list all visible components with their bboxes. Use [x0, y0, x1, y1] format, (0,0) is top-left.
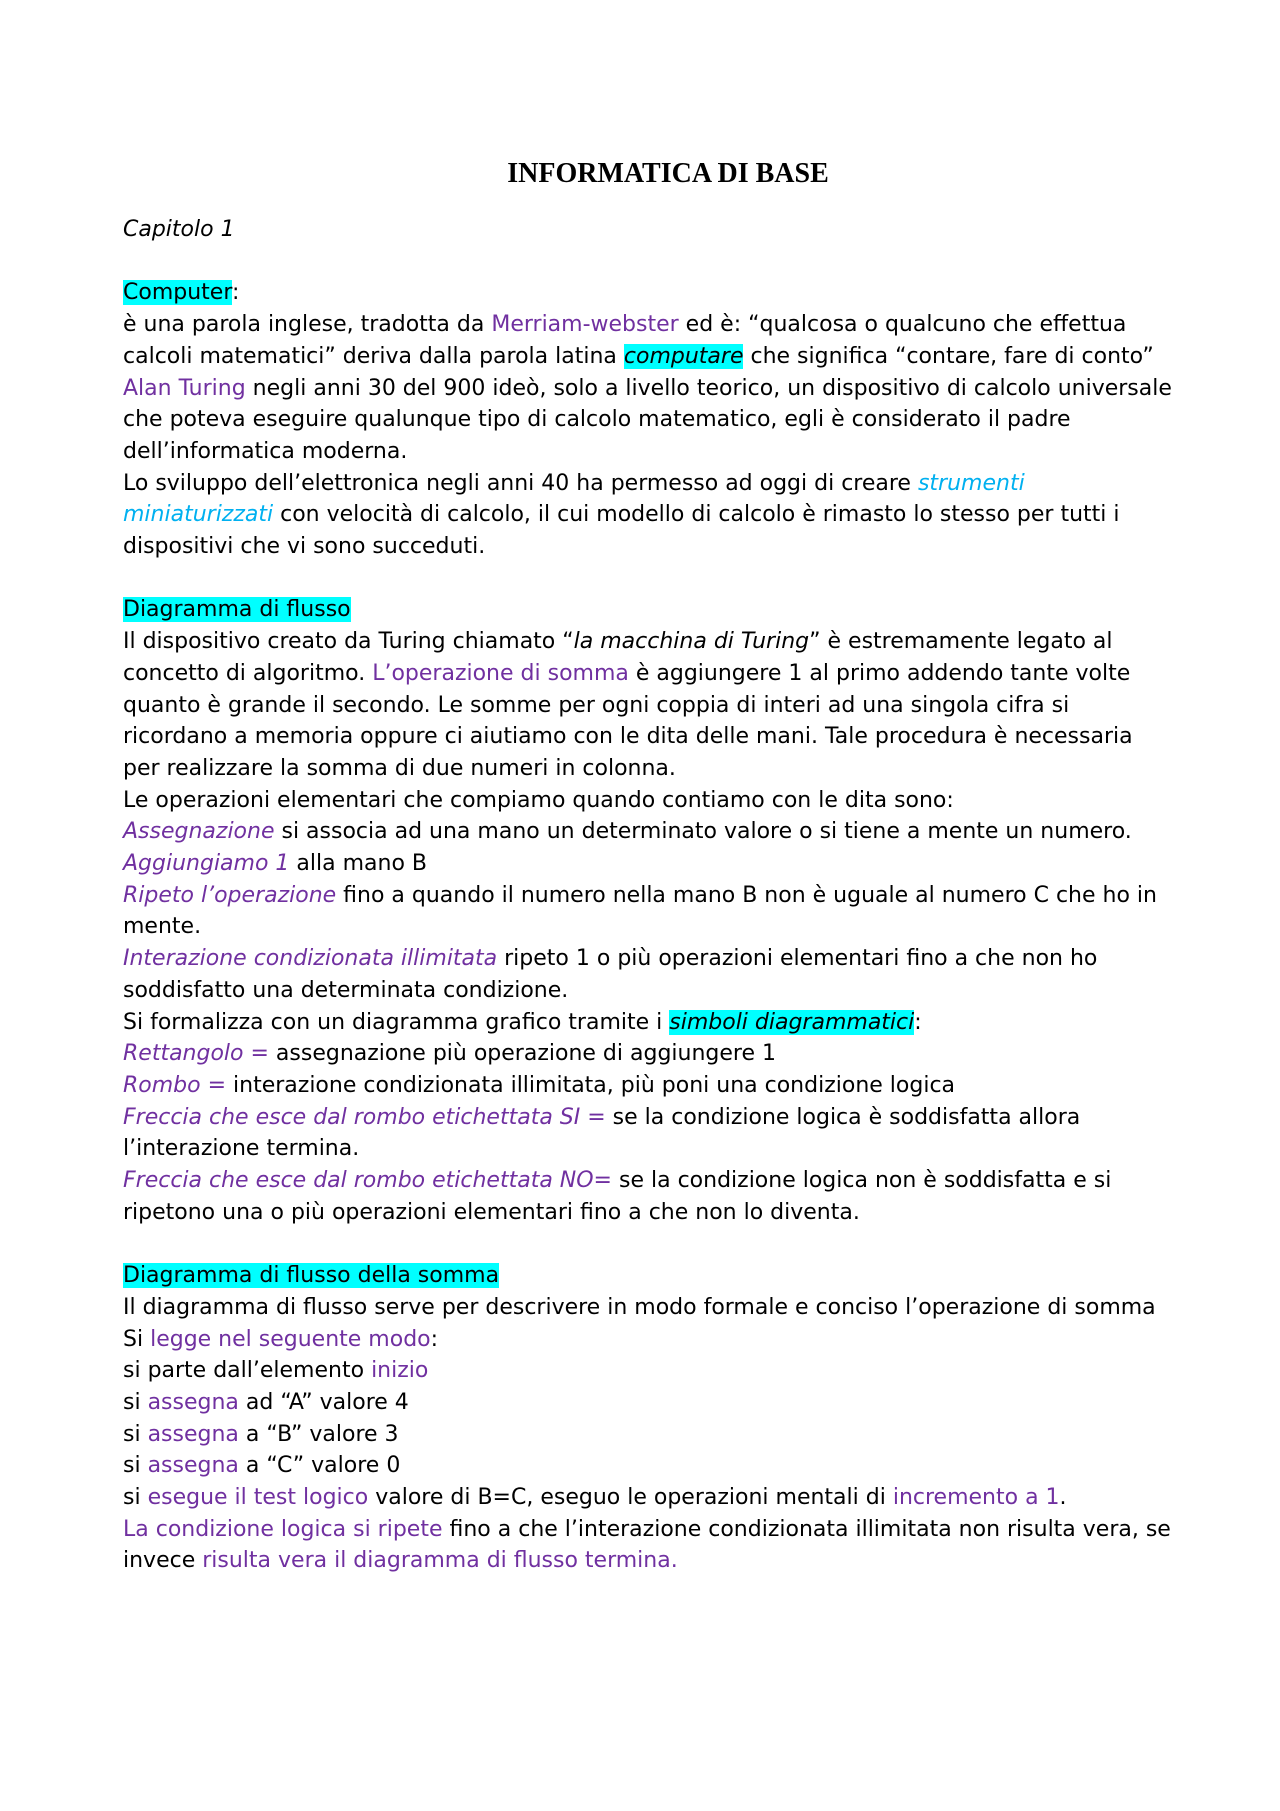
highlight-term: La condizione logica si ripete	[123, 1516, 443, 1542]
paragraph: Interazione condizionata illimitata ripeto 1 o più operazioni elementari fino a che non ho soddisfatto una determinata condizione.	[123, 946, 1098, 1003]
highlight-term: Freccia che esce dal rombo etichettata NO=	[123, 1168, 612, 1194]
highlight-term: simboli diagrammatici	[669, 1009, 915, 1035]
paragraph: Si formalizza con un diagramma grafico tramite i simboli diagrammatici:	[123, 1009, 922, 1035]
paragraph: La condizione logica si ripete fino a che l’interazione condizionata illimitata non risulta vera, se invece risulta vera il diagramma di flusso termina.	[123, 1516, 1171, 1574]
section-heading-somma	[123, 1260, 1173, 1292]
heading-text: Computer	[123, 280, 232, 306]
highlight-term: esegue il test logico	[147, 1485, 369, 1511]
paragraph: Lo sviluppo dell’elettronica negli anni 40 ha permesso ad oggi di creare strumenti miniaturizzati con velocità di calcolo, il cui modello di calcolo è rimasto lo stesso per tutti i dispositivi che vi sono succeduti.	[123, 470, 1120, 560]
highlight-term: Merriam-webster	[491, 312, 679, 338]
highlight-term: risulta vera il diagramma di flusso termina.	[202, 1548, 678, 1574]
highlight-term: assegna	[147, 1421, 239, 1447]
highlight-term: incremento a 1	[892, 1485, 1060, 1511]
highlight-term: L’operazione di somma	[372, 660, 629, 686]
highlight-term: Rettangolo =	[123, 1041, 269, 1067]
paragraph: Si legge nel seguente modo:	[123, 1326, 439, 1352]
paragraph: Rettangolo = assegnazione più operazione di aggiungere 1	[123, 1041, 776, 1067]
highlight-term: legge nel seguente modo	[150, 1326, 431, 1352]
section-heading-computer: Computer:	[123, 280, 240, 306]
heading-text: Diagramma di flusso	[123, 597, 351, 623]
paragraph: Ripeto l’operazione fino a quando il numero nella mano B non è uguale al numero C che ho in mente.	[123, 882, 1157, 940]
highlight-term: assegna	[147, 1389, 239, 1415]
paragraph: Assegnazione si associa ad una mano un determinato valore o si tiene a mente un numero.	[123, 819, 1132, 845]
highlight-term: Interazione condizionata illimitata	[123, 946, 498, 972]
paragraph: si parte dall’elemento inizio	[123, 1358, 429, 1384]
paragraph: Freccia che esce dal rombo etichettata SI = se la condizione logica è soddisfatta allora l’interazione termina.	[123, 1104, 1081, 1162]
document-body	[123, 156, 1173, 1577]
heading-text: Diagramma di flusso della somma	[123, 1263, 500, 1289]
paragraph: si assegna ad “A” valore 4	[123, 1389, 409, 1415]
chapter-label: Capitolo 1	[123, 217, 235, 242]
highlight-term: inizio	[371, 1358, 429, 1384]
document-title: INFORMATICA DI BASE	[507, 158, 829, 189]
highlight-term: strumenti miniaturizzati	[123, 470, 1025, 528]
highlight-term: assegna	[147, 1453, 239, 1479]
paragraph: Rombo = interazione condizionata illimitata, più poni una condizione logica	[123, 1072, 956, 1098]
paragraph: Alan Turing negli anni 30 del 900 ideò, solo a livello teorico, un dispositivo di calcolo universale che poteva eseguire qualunque tipo di calcolo matematico, egli è considerato il padre dell’informatica moderna.	[123, 375, 1172, 464]
highlight-term: computare	[623, 343, 744, 369]
paragraph: Freccia che esce dal rombo etichettata NO= se la condizione logica non è soddisfatta e si ripetono una o più operazioni elementari fino a che non lo diventa.	[123, 1168, 1112, 1225]
highlight-term: Freccia che esce dal rombo etichettata SI =	[123, 1104, 606, 1130]
paragraph: Le operazioni elementari che compiamo quando contiamo con le dita sono:	[123, 787, 954, 813]
paragraph: si esegue il test logico valore di B=C, eseguo le operazioni mentali di incremento a 1.	[123, 1485, 1067, 1511]
paragraph: Il diagramma di flusso serve per descrivere in modo formale e conciso l’operazione di somma	[123, 1294, 1156, 1320]
highlight-term: Ripeto l’operazione	[123, 882, 337, 908]
highlight-term: Rombo =	[123, 1072, 227, 1098]
paragraph: si assegna a “B” valore 3	[123, 1421, 399, 1447]
paragraph: Il dispositivo creato da Turing chiamato “la macchina di Turing” è estremamente legato al concetto di algoritmo. L’operazione di somma è aggiungere 1 al primo addendo tante volte quanto è grande il secondo. Le somme per ogni coppia di interi ad una singola cifra si ricordano a memoria oppure ci aiutiamo con le dita delle mani. Tale procedura è necessaria per realizzare la somma di due numeri in colonna.	[123, 629, 1133, 781]
highlight-term: Assegnazione	[123, 819, 275, 845]
paragraph: è una parola inglese, tradotta da Merriam-webster ed è: “qualcosa o qualcuno che effettua calcoli matematici” deriva dalla parola latina computare che significa “contare, fare di conto”	[123, 312, 1154, 369]
paragraph: Aggiungiamo 1 alla mano B	[123, 851, 427, 877]
section-heading-diagramma	[123, 594, 1173, 626]
highlight-term: Alan Turing	[123, 375, 246, 401]
paragraph: si assegna a “C” valore 0	[123, 1453, 401, 1479]
highlight-term: Aggiungiamo 1	[123, 851, 290, 877]
